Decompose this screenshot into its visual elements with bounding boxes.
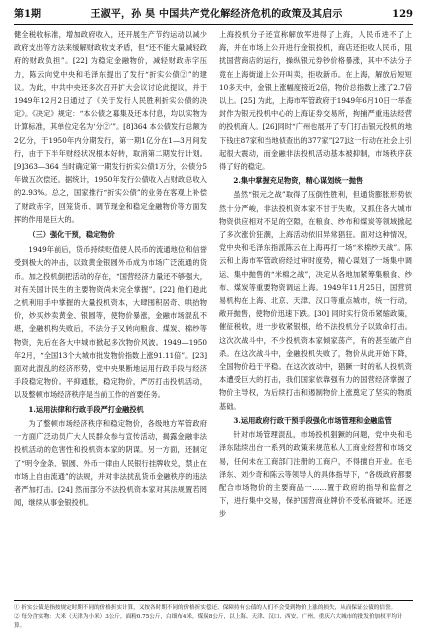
page-number: 129: [392, 9, 413, 20]
left-column: [14, 28, 207, 596]
footnote: ① 折实公债是指按规定时期不同的价格折实计算，又按各时期不同的价格折实偿还，保障持有公债的人们不会受到物价上涨的损失，从而保证公债的信誉。: [14, 605, 397, 611]
paragraph: 针对市场管理混乱，市场投机猖獗的问题，党中央和毛泽东陆续出台一系列的政策来规范私人工商业经营和市场交易，任何未在工商部门注册的工商户，不得擅自开业。在毛泽东、刘少奇和陈云等领导人的具体指导下，“各级政府都要配合市场物价的主要商品一……置于政府的指导和监督之下，进行集中交易，保护国营商业牌价不受私商破坏。还逐步: [219, 430, 412, 519]
paragraph: 虽然“银元之战”取得了压倒性胜利，但通货膨胀形势依然十分严峻，非法投机资本家不甘于失败，又抓住各大城市物资供应相对不足的空隙，在粮食、纱布和煤炭等领域掀起了多次涨价狂潮，上海活动依旧异常猖狂。面对这种情况，党中央和毛泽东指派陈云在上海再打一场“米棉纱天战”。陈云和上海市军管政府经过审时度势，精心谋划了一场集中调运、集中抛售的“米棉之战”，决定从各地加紧筹集粮食、纱布、煤炭等重要物资调运上海。1949年11月25日，国营贸易机构在上海、北京、天津、汉口等重点城市，统一行动，敞开抛售，使物价迅速下跌。[30] 同时实行货币紧缩政策，催征税收，进一步收紧银根，给不法投机分子以致命打击。这次次战斗中，不少投机资本家倾家荡产，有的甚至破产自杀。在这次战斗中，金融投机失败了，物价从此开始下降，全国物价趋于平稳。在这次波动中，猖獗一时的私人投机资本遭受巨大的打击，我们国家依靠强有力的国营经济掌握了物价主导权，为后续打击和遏制物价上涨奠定了坚实的物质基础。: [219, 190, 412, 411]
authors-title: 王淑平，孙 昊 中国共产党化解经济危机的政策及其启示: [90, 9, 343, 20]
paragraph: 1949年前后，货币持续贬值使人民币的流通地位和信誉受到极大的冲击，以致黄金银圆外币成为市场广泛流通的货币。加之投机倒把活动的存在，“国营经济力量还不够强大，对有关国计民生的主要物资尚未完全掌握”。[22] 他们趁此之机利用手中掌握的大量投机资本，大肆囤积居奇、哄抬物价，炒买炒卖黄金、银圆等，使物价暴涨，金融市场混乱不堪，金融机构失败后，不法分子又转向粮食、煤炭、棉纱等物资，先后在各大中城市掀起多次物价风波。1949—1950年2月，“全国13个大城市批发物价指数上涨91.11倍”。[23] 面对此混乱的经济形势，党中央果断地运用行政手段与经济手段稳定物价。平抑通胀，稳定物价，严厉打击投机活动，以及整顿市场经济秩序是当前工作的首要任务。: [14, 245, 207, 400]
paragraph: 健全税收标准，增加政府收入，还开展生产节约运动以减少政府支出等方法来缓解财政收支矛盾，但“还不能大量减轻政府的财政负担”。[22] 为稳定金融物价，减轻财政赤字压力，陈云向党中央和毛泽东提出了发行“折实公债②”的建议。为此，中共中央还多次召开扩大会议讨论此提议，并于1949年12月2日通过了《关于发行人民胜利折实公债的决定》。《决定》规定：“本公债之募集及还本付息，均以实物为计算标准，其单位定名为‘分②’”。[8]364 本公债发行总额为2亿分，于1950年内分期发行，第一期1亿分在1—3月间发行，由于下半年财经状况根本好转，取消第二期发行计划。[9]363—364 当时确定第一期发行折实公债1万分，公债分5年做五次偿还。据统计，1950年发行公债收入占财政总收入的2.93%。总之，国家推行“折实公债”的业务在客观上补偿了财政赤字，回笼货币、调节现金和稳定金融物价等方面发挥的作用是巨大的。: [14, 30, 207, 224]
subsection-heading: 2.集中掌握充足物资，精心谋划统一抛售: [233, 176, 364, 186]
paragraph: 上海投机分子还宣称解放军进得了上海，人民币进不了上海，并在市场上公开进行金银投机，商店还拒收人民币，阻扰国营商店的运行，操纵银元券钞价格暴涨，其中不法分子竟在上海街道上公开叫卖，拒收新币。在上海，解放后短短10多天中，金银上涨幅度接近2倍，物价总指数上涨了2.7倍以上。[25] 为此，上海市军管政府于1949年6月10日一举查封作为银元投机中心的上海证券交易所，拘捕严重违法经营的投机商人。[26]同时“广州也展开了专门打击银元投机的地下钱庄87家和当地侦查出的377家”[27]这一行动在社会上引起很大震动，而金融非法投机活动基本被抑制，市场秩序获得了好的稳定。: [219, 30, 412, 172]
two-column-body: [14, 28, 413, 596]
running-header: [14, 6, 413, 25]
footnote: ② 每分含实物：大米（天津为小米）3公斤，面粉0.75公斤，白细布4米，煤炭8公斤，以上海、天津、汉口、西安、广州、重庆六大城市的批发价加权平均计算。: [14, 614, 403, 629]
section-heading: （三）强化干预，稳定物价: [28, 230, 115, 240]
right-column: [219, 28, 412, 596]
paragraph: 为了整顿市场经济秩序和稳定物价，各级地方军管政府一方面广泛动员广大人民群众参与宣传活动，揭露金融非法投机活动的危害性和投机资本家的阴谋。另一方面，还制定了“明令金条、银圆、外币一律由人民银行挂牌收兑，禁止在市场上自由流通”的法规，并对非法扰乱货币金融秩序的违法者严加打击。[24] 然而部分不法投机资本家对其法规置若罔闻，继续从事金银投机。: [14, 418, 207, 508]
issue-label: 第1期: [14, 9, 41, 20]
subsection-heading: 3.运用政府行政干预手段强化市场管理和金融监管: [233, 415, 392, 425]
subsection-heading: 1.运用法律和行政手段严打金融投机: [28, 404, 144, 414]
footnotes: [14, 600, 413, 634]
